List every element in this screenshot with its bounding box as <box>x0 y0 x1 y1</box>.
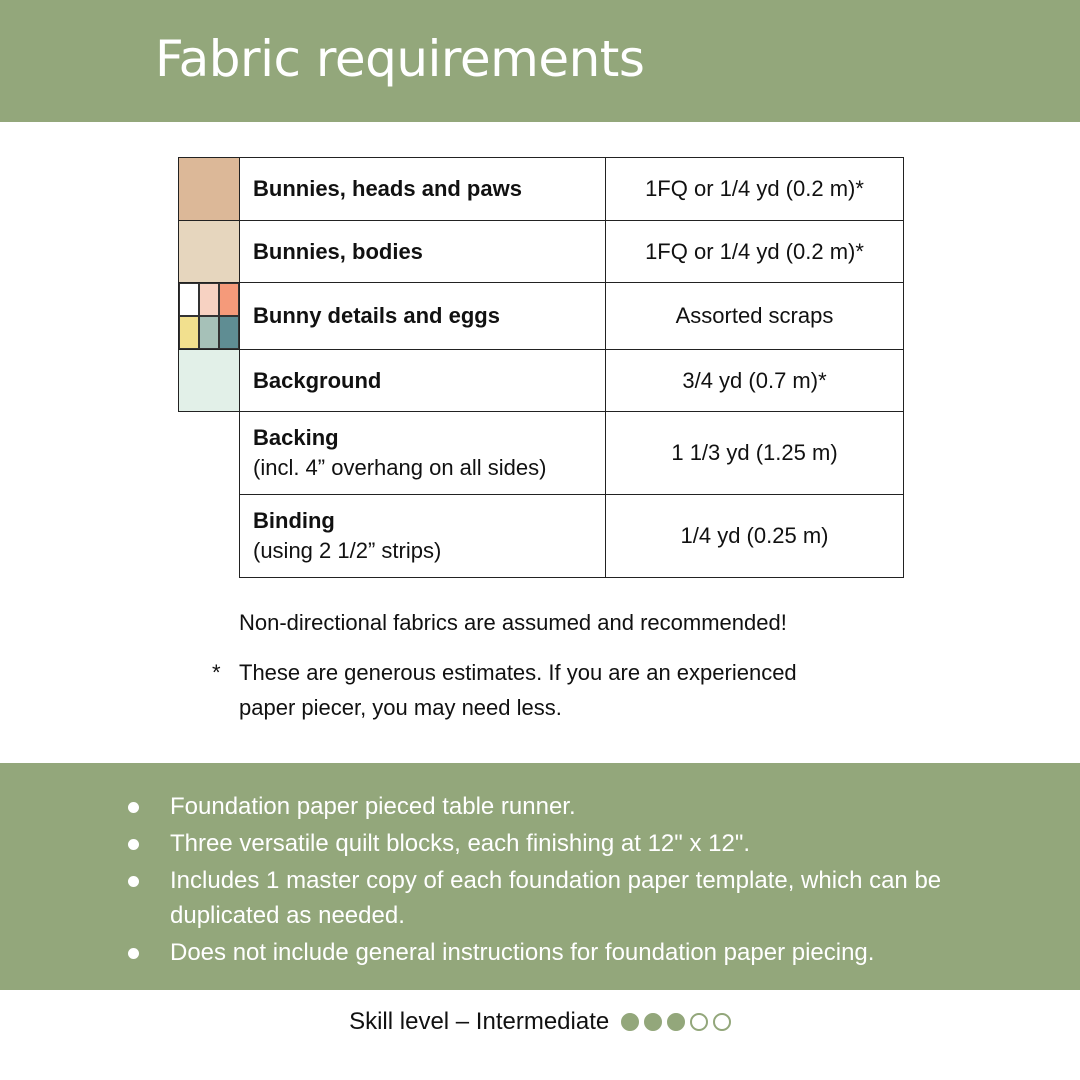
swatch-square <box>179 283 199 316</box>
swatch-square <box>219 316 239 349</box>
feature-item: Includes 1 master copy of each foundation paper template, which can be duplicated as needed. <box>0 863 970 933</box>
fabric-amount: 1FQ or 1/4 yd (0.2 m)* <box>606 158 904 221</box>
table-row <box>179 412 904 495</box>
fabric-name: Bunny details and eggs <box>253 303 500 328</box>
fabric-note: (incl. 4” overhang on all sides) <box>253 455 547 480</box>
skill-dot-filled-icon <box>621 1013 639 1031</box>
fabric-amount: Assorted scraps <box>606 283 904 350</box>
estimate-note-line-1: These are generous estimates. If you are an experienced <box>239 660 797 685</box>
features-list <box>0 789 1080 972</box>
fabric-amount: 1FQ or 1/4 yd (0.2 m)* <box>606 221 904 283</box>
skill-level-label: Skill level – Intermediate <box>349 1008 610 1035</box>
header-banner <box>0 0 1080 122</box>
skill-rating <box>616 1008 731 1035</box>
swatch-details <box>179 283 240 350</box>
table-row <box>179 495 904 578</box>
asterisk-marker: * <box>212 660 221 685</box>
skill-dot-filled-icon <box>644 1013 662 1031</box>
details-swatch-grid <box>179 283 239 349</box>
swatch-bodies <box>179 221 240 283</box>
directional-note: Non-directional fabrics are assumed and recommended! <box>239 610 787 635</box>
feature-item: Foundation paper pieced table runner. <box>0 789 970 824</box>
page-title: Fabric requirements <box>155 30 645 88</box>
fabric-note: (using 2 1/2” strips) <box>253 538 442 563</box>
table-row <box>179 221 904 283</box>
fabric-name: Bunnies, bodies <box>253 238 423 264</box>
fabric-name: Backing <box>253 425 339 450</box>
estimate-note-line-2: paper piecer, you may need less. <box>239 695 562 720</box>
feature-item: Does not include general instructions for foundation paper piecing. <box>0 935 970 970</box>
features-band <box>0 763 1080 990</box>
skill-dot-empty-icon <box>713 1013 731 1031</box>
bullet-icon <box>128 839 139 850</box>
swatch-square <box>199 283 219 316</box>
swatch-square <box>179 316 199 349</box>
bullet-icon <box>128 948 139 959</box>
fabric-table <box>178 157 904 578</box>
fabric-name: Background <box>253 367 382 393</box>
swatch-square <box>219 283 239 316</box>
fabric-amount: 1 1/3 yd (1.25 m) <box>606 412 904 495</box>
swatch-square <box>199 316 219 349</box>
fabric-name: Binding <box>253 508 335 533</box>
feature-item: Three versatile quilt blocks, each finishing at 12" x 12". <box>0 826 970 861</box>
bullet-icon <box>128 876 139 887</box>
fabric-amount: 1/4 yd (0.25 m) <box>606 495 904 578</box>
fabric-amount: 3/4 yd (0.7 m)* <box>606 350 904 412</box>
bullet-icon <box>128 802 139 813</box>
skill-dot-empty-icon <box>690 1013 708 1031</box>
swatch-heads <box>179 158 240 221</box>
table-row <box>179 158 904 221</box>
fabric-name: Bunnies, heads and paws <box>253 176 522 201</box>
skill-level <box>0 1008 1080 1036</box>
table-row <box>179 350 904 412</box>
table-row <box>179 283 904 350</box>
skill-dot-filled-icon <box>667 1013 685 1031</box>
swatch-background <box>179 350 240 412</box>
